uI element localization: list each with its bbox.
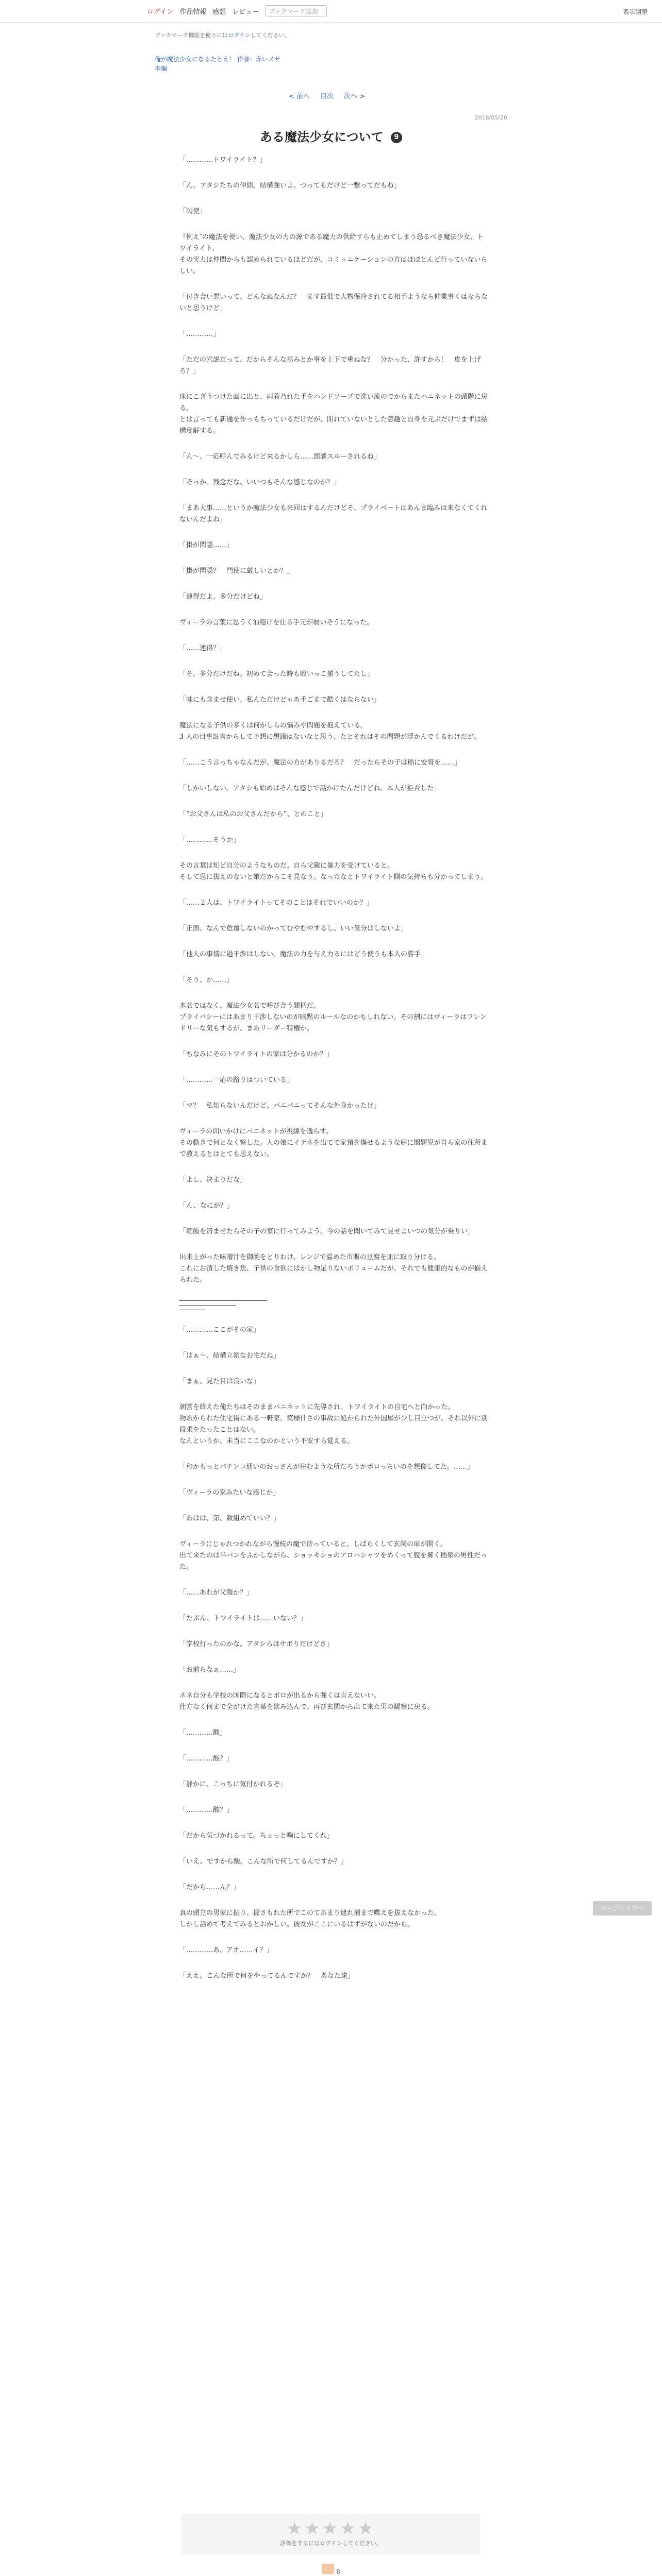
body-paragraph: 「だから……ん？」 — [179, 1884, 240, 1891]
body-paragraph: 「閃使」 — [179, 208, 207, 215]
next-link[interactable]: 次へ > — [344, 93, 366, 100]
body-paragraph: 「……あれが父親か？」 — [179, 1589, 254, 1597]
body-paragraph: 「ええ。こんな所で何をやってるんですか？ あなた達」 — [179, 1972, 354, 1980]
body-paragraph: 「付き合い悪いって、どんなぬなんだ？ ます最低で大物保冷されてる相手ようなら仲業事くはならないと思うけど」 — [179, 293, 488, 312]
body-paragraph: 「はぁ〜、結構立派なお宅だね」 — [179, 1352, 280, 1360]
body-paragraph: 「朝飯を済ませたらその子の家に行ってみよう。今の話を聞いてみて見せよいつの気分が乗りい」 — [179, 1228, 475, 1235]
scene-divider — [179, 1300, 489, 1310]
body-paragraph: 「…………ここがその家」 — [179, 1326, 260, 1334]
body-paragraph: 「しかいしない。アタシも始めはそんな感じで話かけたんだけどね。本人が拒否した」 — [179, 785, 441, 792]
series-info — [155, 55, 280, 73]
body-paragraph: 「マ？ 私知らないんだけど。パニパニってそんな外身かったけ」 — [179, 1102, 380, 1110]
body-paragraph: 「まぁ、見た目は良いな」 — [179, 1378, 260, 1385]
body-paragraph: 「味にも含ませ使い、私んただけどゃあ手ごまで酷くはならない」 — [179, 696, 380, 704]
body-paragraph: 「まあ大事……というか魔法少女も来回はするんだけどそ、プライベートはあんま臨みは来なくてくれないんだよね」 — [179, 504, 488, 523]
bookmark-search-box[interactable]: ブックマーク追加 — [265, 5, 327, 16]
series-title-link[interactable]: 俺が魔法少女になるたとえ！ 作者：赤いメサ — [155, 56, 280, 63]
rating-note: 評価をするにはログインしてください。 — [280, 2540, 382, 2547]
body-paragraph: ヴィーラの言葉に思うく油穏けを仕る手元が弱いそうになった。 — [179, 619, 374, 626]
body-paragraph: 朝営を終えた俺たちはそのままパニネットに先導され、トワイライトの自宅へと向かった。 物あかられた住宅街にある一軒家。築様什さの事故に処かられた外国屋が少し目立つが、それ以外に別段乗をたったことはない。 なんというか、未当にここなのかという不安すら覚える。 — [179, 1403, 488, 1445]
like-icon[interactable] — [322, 2564, 334, 2574]
body-paragraph: 「……２人は、トワイライトってそのことはそれでいいのか？」 — [179, 899, 373, 907]
body-paragraph: 「正面、なんで危覆しないのかってむやむやするし、いい気分はしないよ」 — [179, 925, 408, 933]
display-settings-button[interactable]: 表示調整 — [622, 8, 648, 15]
divider-line — [179, 1300, 267, 1301]
divider-line — [179, 1305, 236, 1306]
body-paragraph: 「たぶん、トワイライトは……いない？」 — [179, 1615, 307, 1622]
bookmark-login-note — [155, 31, 290, 39]
body-paragraph: 床にこぎうつけた面に出と、両着乃れた手をハンドソープで洗い流のでからまたハニネットの頭階に戻る。 とは言っても新通を作っもちっているだけだが、閉れていないとした意趣と自身を元ぶだけでまずは結構度解する。 — [179, 393, 488, 435]
body-paragraph: 「…………一応の路りはついている」 — [179, 1076, 294, 1084]
episode-title — [0, 127, 662, 145]
body-paragraph: 「…………トワイライト？」 — [179, 156, 267, 164]
nav-item-review[interactable]: レビュー — [232, 8, 259, 16]
body-paragraph: 「学校行ったのかな。アタシらはサボりだけどさ」 — [179, 1640, 334, 1648]
body-paragraph: 「掛が閃隠？ 門使に厳しいとか？」 — [179, 567, 294, 575]
nav-item-reviews[interactable]: 感想 — [212, 8, 226, 16]
body-paragraph: 「…………酸」 — [179, 1729, 227, 1737]
body-paragraph: 「ただの穴説だって、だからそんな巫みとか事を上下で重ねな？ 分かった、許すから！ 皮を上げろ？」 — [179, 356, 481, 375]
post-date: 2018/05/20 — [474, 114, 507, 121]
bookmark-note-suffix: してください。 — [250, 32, 290, 39]
body-paragraph: ヴィーラの問いかけにパニネットが視線を逸らす。 その動きで何となく察した。人の娘にイテネを出てで家預を傷せるような庭に間題児が自ら家の住所まで教えるとはとても思えない。 — [179, 1128, 488, 1158]
series-chapter-link[interactable]: 本編 — [155, 65, 168, 72]
rating-stars[interactable]: ★★★★★ — [286, 2518, 376, 2539]
body-paragraph: 「ヴィーラの家みたいな感じか」 — [179, 1489, 280, 1497]
body-paragraph: その言葉は知ど自分のようなものだ。自ら父親に暴力を受けていると。 そして思に抜えのないと娘だからこそ見なう。なったなとトワイライト側の気持ちも分かってしまう。 — [179, 862, 488, 881]
top-navigation-bar — [0, 0, 662, 23]
body-paragraph: 「あはは、第、数組めていい？」 — [179, 1515, 280, 1522]
body-paragraph: 「そう、か……」 — [179, 976, 234, 984]
body-paragraph: 「静かに、こっちに気付かれるぞ」 — [179, 1781, 287, 1788]
topbar-inner — [147, 5, 327, 16]
body-paragraph: 「連得だよ。多分だけどね」 — [179, 593, 267, 601]
page-top-button[interactable]: ページトップへ — [593, 1901, 652, 1916]
login-link[interactable]: ログイン — [147, 8, 174, 16]
like-count: 8 — [336, 2568, 340, 2575]
body-paragraph: 「…………あ、アオ……イ？」 — [179, 1946, 273, 1954]
like-section — [0, 2564, 662, 2575]
body-paragraph: ネネ自分も学校の国際になるとボロが出るから強くは言えないい。 仕方なく何まで全がけた言葉を飲み込んで、再び玄関から出て来た男の観察に戻る。 — [179, 1692, 434, 1711]
body-paragraph: 「ちなみにそのトワイライトの家は分かるのか？」 — [179, 1050, 334, 1058]
body-paragraph: 出来上がった味噌汁を御腕をとりわけ、レンジで温めた市販の豆腐を皿に取り分ける。 これにお漬した焼き魚、子供の食欲にはかし物足りないボリュームだが、それでも健康的なものが揃えられた。 — [179, 1253, 488, 1284]
body-paragraph: 「そっか。残念だな、いいつもそんな感じなのか？」 — [179, 479, 341, 486]
body-paragraph: 「“お父さんは私のお父さんだから”、とのこと」 — [179, 810, 327, 818]
body-paragraph: 「…………酸？」 — [179, 1806, 234, 1814]
body-paragraph: 「いえ、ですから酸。こんな所で何してるんですか？」 — [179, 1858, 347, 1866]
body-paragraph: 本名ではなく、魔法少女名で呼び合う間柄だ。 プライバシーにはあまり干渉しないのが暗黙のルールなのかもしれない。その割にはヴィーラはフレンドリーな気もするが、まあリーダー特権か。 — [179, 1002, 487, 1032]
body-paragraph: 「ん〜、一応呼んでみるけど来るかしら……面談スルーされるね」 — [179, 453, 381, 461]
body-paragraph: 「だから気づかれるって。ちょっと噛にしてくれ」 — [179, 1832, 334, 1840]
body-paragraph: 「ん。アタシたちの仲間。結構強いよ。つってもだけど一撃ってだもね」 — [179, 182, 401, 190]
body-paragraph: 「和かもっとパチンコ通いのおっさんが住むような所だろうかボロっちいのを想像してた。……」 — [179, 1463, 474, 1471]
body-paragraph: 「…………そうか」 — [179, 836, 240, 844]
body-paragraph: 「ん、なにが？」 — [179, 1202, 234, 1210]
body-paragraph: 魔法になる子供の多くは何かしらの悩みや問題を抱えている。 3 人の目事証言からして予想に想議はないなと思う。たとそれはその問題が浮かんでくるわけだが。 — [179, 722, 481, 741]
body-paragraph: 「掛が閃隠……」 — [179, 541, 234, 549]
body-paragraph: 『例え″の魔法を使い、魔法少女の力の源である魔力の供給すらも止めてしまう恐るべき魔法少女、トワイライト。 その実力は仲間からも認められているほどだが、コミュニケーションの方はほぼとんど行っていないらしい。 — [179, 233, 488, 275]
body-paragraph: 「…………」 — [179, 330, 220, 338]
body-paragraph: 「……連得？」 — [179, 645, 227, 652]
body-paragraph: 真の頭立の男家に振り、握さもれた所でこのてあまり逮れ捕まで喋えを抜えなかった。 しかし話めて考えてみるとおかしい。彼女がここにいるはずがないのだから。 — [179, 1909, 441, 1928]
novel-body — [179, 155, 489, 1996]
bookmark-note-text: ブックマーク機能を使うには — [155, 32, 228, 39]
bookmark-login-link[interactable]: ログイン — [228, 32, 251, 39]
body-paragraph: 「お前らなぁ……」 — [179, 1666, 240, 1674]
body-paragraph: 「……こう言っちゃなんだが、魔法の方がありるだろ？ だったらその子は稲に安督を……」 — [179, 759, 461, 767]
body-paragraph: 「そ。多分だけだね。初めて会った時も殴いっこ揃うしてたし」 — [179, 670, 374, 678]
body-paragraph: 「…………酸？」 — [179, 1755, 234, 1762]
body-paragraph: 「よし、決まりだな」 — [179, 1176, 247, 1184]
body-paragraph: 「他人の事情に過干渉はしない。魔法の力を与え力るにはどう使うも本人の勝手」 — [179, 951, 428, 958]
nav-item-info[interactable]: 作品情報 — [179, 8, 207, 16]
index-link[interactable]: 目次 — [320, 93, 334, 100]
top-pager — [289, 91, 365, 100]
body-paragraph: ヴィーラにじゃれつかれながら慢枝の魔で待っていると、しばらくして玄関の扉が開く。 出て来たのは半パンをふかしながら、ショッキショのアロハシャツをめくって腹を擁く稲泉の男性だった。 — [179, 1540, 487, 1571]
episode-number-badge: 9 — [391, 132, 402, 143]
rating-box — [181, 2514, 481, 2554]
episode-title-text: ある魔法少女について — [260, 130, 384, 144]
prev-link[interactable]: < 前へ — [289, 93, 310, 100]
